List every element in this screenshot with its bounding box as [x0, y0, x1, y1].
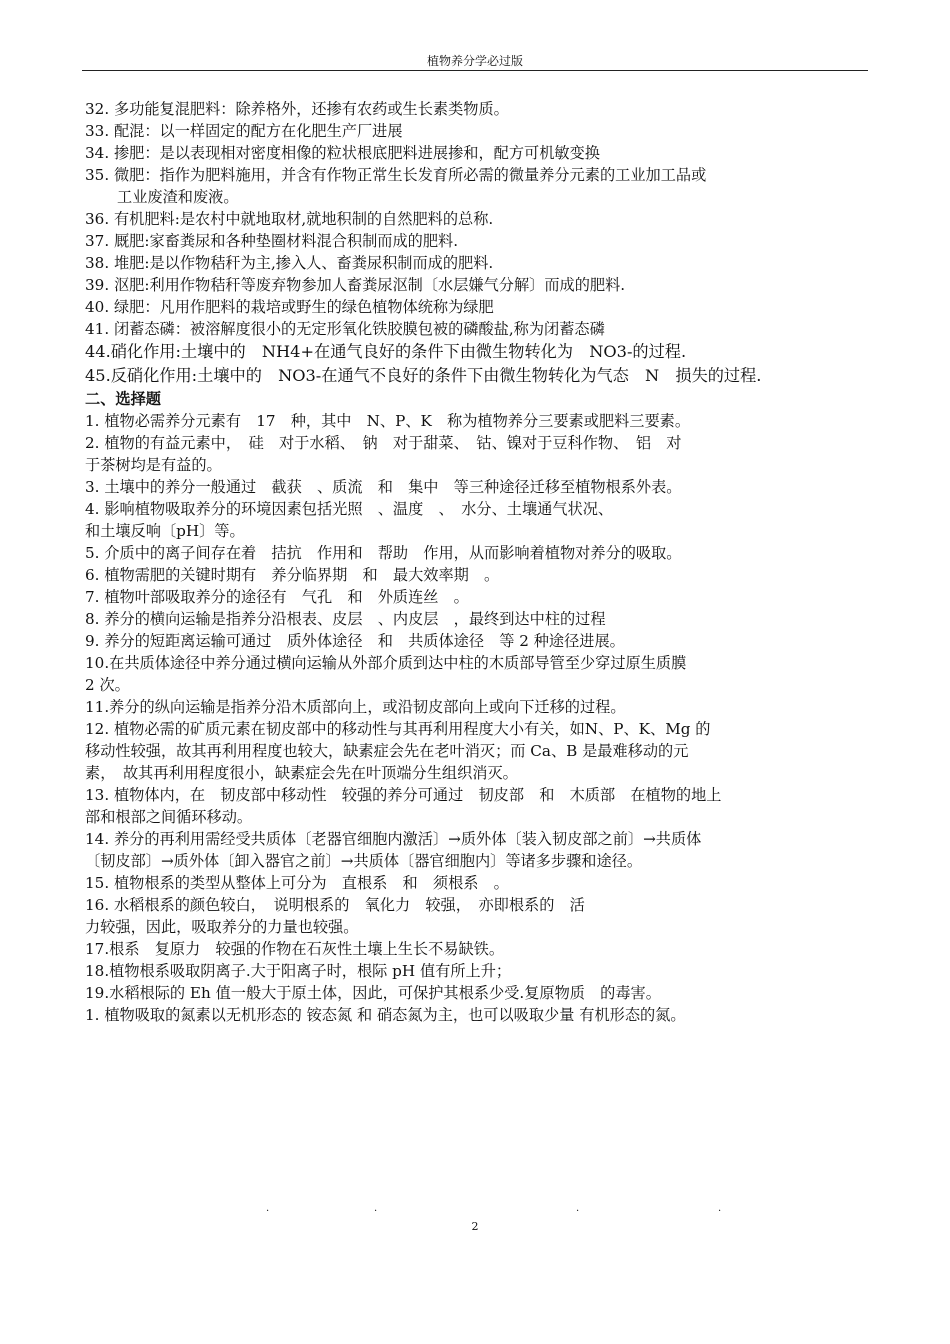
- text-line: 5. 介质中的离子间存在着 拮抗 作用和 帮助 作用，从而影响着植物对养分的吸取。: [85, 544, 682, 562]
- text-line: 39. 沤肥:利用作物秸秆等废弃物参加人畜粪尿沤制〔水层嫌气分解〕而成的肥料.: [85, 276, 626, 294]
- footer-dot: .: [576, 1203, 580, 1214]
- text-line: 36. 有机肥料:是农村中就地取材,就地积制的自然肥料的总称.: [85, 210, 494, 228]
- text-line: 部和根部之间循环移动。: [85, 808, 253, 826]
- text-line: 18.植物根系吸取阴离子.大于阳离子时，根际 pH 值有所上升；: [85, 962, 512, 980]
- text-line: 8. 养分的横向运输是指养分沿根表、皮层 、内皮层 ，最终到达中柱的过程: [85, 610, 606, 628]
- text-line: 工业废渣和废液。: [117, 188, 239, 206]
- footer-dot: .: [266, 1203, 270, 1214]
- text-line: 17.根系 复原力 较强的作物在石灰性土壤上生长不易缺铁。: [85, 940, 505, 958]
- footer-dot: .: [374, 1203, 378, 1214]
- text-line: 19.水稻根际的 Eh 值一般大于原土体，因此，可保护其根系少受.复原物质 的毒害。: [85, 984, 661, 1002]
- header-divider: [82, 70, 868, 71]
- text-line: 移动性较强，故其再利用程度也较大，缺素症会先在老叶消灭；而 Ca、B 是最难移动的元: [85, 742, 689, 760]
- text-line: 14. 养分的再利用需经受共质体〔老器官细胞内激活〕→质外体〔装入韧皮部之前〕→共质体: [85, 830, 702, 848]
- text-line: 35. 微肥：指作为肥料施用，并含有作物正常生长发育所必需的微量养分元素的工业加工品或: [85, 166, 707, 184]
- text-line: 40. 绿肥：凡用作肥料的栽培或野生的绿色植物体统称为绿肥: [85, 298, 494, 316]
- page-header-title: 植物养分学必过版: [426, 54, 523, 68]
- text-line: 33. 配混：以一样固定的配方在化肥生产厂进展: [85, 122, 403, 140]
- text-line: 34. 掺肥：是以表现相对密度相像的粒状根底肥料进展掺和，配方可机敏变换: [85, 144, 600, 162]
- text-line: 10.在共质体途径中养分通过横向运输从外部介质到达中柱的木质部导管至少穿过原生质膜: [85, 654, 687, 672]
- text-line: 44.硝化作用:土壤中的 NH4+在通气良好的条件下由微生物转化为 NO3-的过程.: [85, 342, 687, 361]
- text-line: 素， 故其再利用程度很小，缺素症会先在叶顶端分生组织消灭。: [85, 764, 518, 782]
- text-line: 45.反硝化作用:土壤中的 NO3-在通气不良好的条件下由微生物转化为气态 N 损失的过程.: [85, 366, 762, 385]
- text-line: 1. 植物吸取的氮素以无机形态的 铵态氮 和 硝态氮为主，也可以吸取少量 有机形态的氮。: [85, 1006, 686, 1024]
- text-line: 2 次。: [85, 676, 130, 694]
- text-line: 3. 土壤中的养分一般通过 截获 、质流 和 集中 等三种途径迁移至植物根系外表。: [85, 478, 682, 496]
- text-line: 37. 厩肥:家畜粪尿和各种垫圈材料混合积制而成的肥料.: [85, 232, 459, 250]
- text-line: 4. 影响植物吸取养分的环境因素包括光照 、温度 、 水分、土壤通气状况、: [85, 500, 614, 518]
- text-line: 38. 堆肥:是以作物秸秆为主,掺入人、畜粪尿积制而成的肥料.: [85, 254, 494, 272]
- section-heading: 二、选择题: [85, 390, 161, 408]
- text-line: 41. 闭蓄态磷：被溶解度很小的无定形氧化铁胶膜包被的磷酸盐,称为闭蓄态磷: [85, 320, 605, 338]
- text-line: 和土壤反响〔pH〕等。: [85, 522, 245, 540]
- page-number: 2: [471, 1220, 479, 1233]
- text-line: 9. 养分的短距离运输可通过 质外体途径 和 共质体途径 等 2 种途径进展。: [85, 632, 625, 650]
- text-line: 2. 植物的有益元素中， 硅 对于水稻、 钠 对于甜菜、 钴、镍对于豆科作物、 铝 对: [85, 434, 682, 452]
- text-line: 〔韧皮部〕→质外体〔卸入器官之前〕→共质体〔器官细胞内〕等诸多步骤和途径。: [85, 852, 643, 870]
- text-line: 于茶树均是有益的。: [85, 456, 222, 474]
- text-line: 15. 植物根系的类型从整体上可分为 直根系 和 须根系 。: [85, 874, 509, 892]
- footer-dots: [0, 1203, 950, 1213]
- text-line: 12. 植物必需的矿质元素在韧皮部中的移动性与其再利用程度大小有关，如N、P、K、Mg 的: [85, 720, 711, 738]
- text-line: 16. 水稻根系的颜色较白， 说明根系的 氧化力 较强， 亦即根系的 活: [85, 896, 585, 914]
- document-body: [85, 98, 870, 1026]
- text-line: 13. 植物体内，在 韧皮部中移动性 较强的养分可通过 韧皮部 和 木质部 在植物的地上: [85, 786, 722, 804]
- text-line: 力较强，因此，吸取养分的力量也较强。: [85, 918, 359, 936]
- footer-dot: .: [718, 1203, 722, 1214]
- text-line: 32. 多功能复混肥料：除养格外，还掺有农药或生长素类物质。: [85, 100, 509, 118]
- text-line: 1. 植物必需养分元素有 17 种，其中 N、P、K 称为植物养分三要素或肥料三要素。: [85, 412, 691, 430]
- text-line: 11.养分的纵向运输是指养分沿木质部向上，或沿韧皮部向上或向下迁移的过程。: [85, 698, 626, 716]
- text-line: 7. 植物叶部吸取养分的途径有 气孔 和 外质连丝 。: [85, 588, 469, 606]
- text-line: 6. 植物需肥的关键时期有 养分临界期 和 最大效率期 。: [85, 566, 500, 584]
